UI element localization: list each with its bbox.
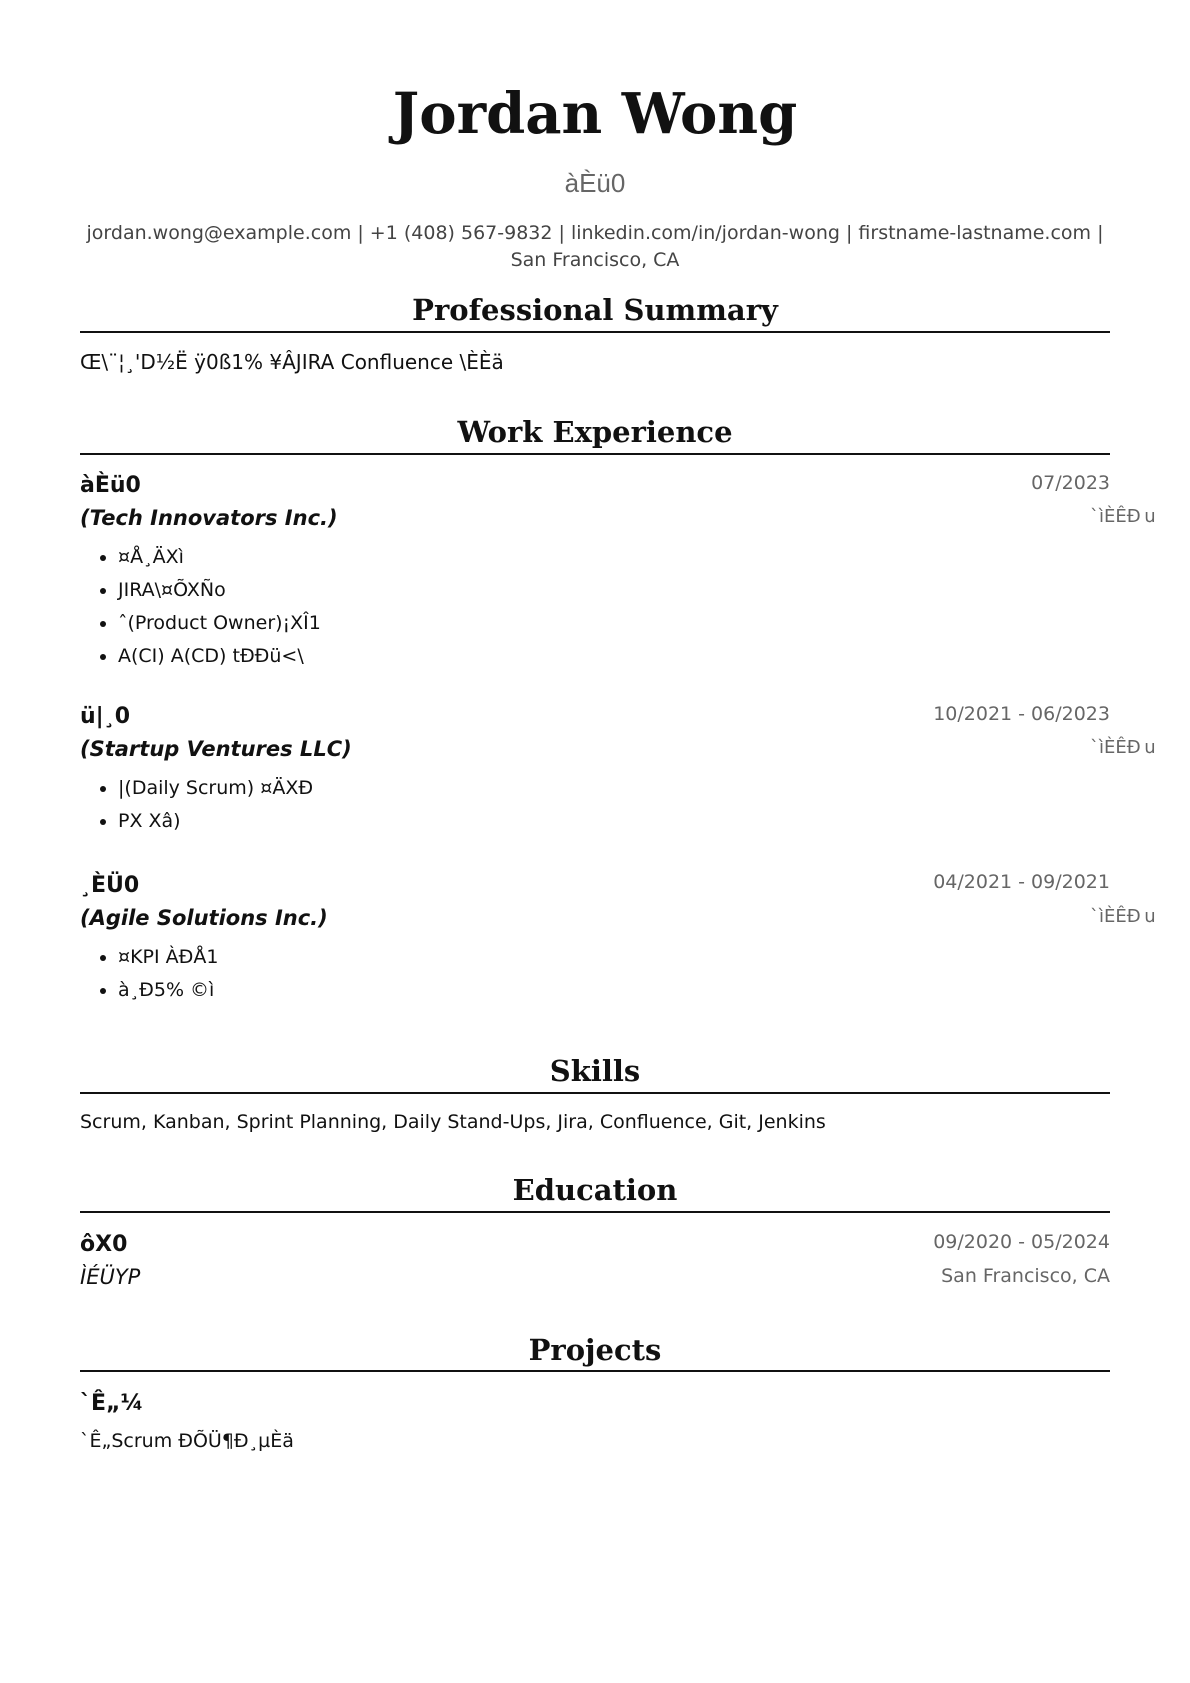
job-title: ü|¸0: [80, 704, 131, 729]
list-item: • JIRA\¤ÕXÑo: [118, 574, 321, 607]
job-bullets: [80, 772, 313, 838]
job-location: `ìÈÊÐ u: [1090, 506, 1156, 527]
project-name: `Ê„¼: [80, 1391, 144, 1416]
education-date: 09/2020 - 05/2024: [933, 1231, 1110, 1253]
job-date: 10/2021 - 06/2023: [933, 703, 1110, 725]
list-item: • A(CI) A(CD) tÐÐü<\: [118, 640, 321, 673]
job-bullets: [80, 941, 218, 1007]
summary-text: Œ\¨¦¸'D½Ë ÿ0ß1% ¥ÂJIRA Confluence \ÈÈä: [80, 350, 504, 374]
education-degree: ÌÉÜYP: [80, 1265, 141, 1289]
section-title-summary: Professional Summary: [412, 293, 778, 327]
section-divider: [80, 1211, 1110, 1213]
list-item: • PX Xâ): [118, 805, 313, 838]
job-company: (Startup Ventures LLC): [80, 737, 352, 761]
section-divider: [80, 331, 1110, 333]
section-divider: [80, 453, 1110, 455]
list-item: • à¸Ð5% ©ì: [118, 974, 218, 1007]
job-location: `ìÈÊÐ u: [1090, 906, 1156, 927]
project-description: `Ê„Scrum ÐÕÜ¶Ð¸µÈä: [80, 1430, 294, 1452]
job-date: 04/2021 - 09/2021: [933, 871, 1110, 893]
job-date: 07/2023: [1031, 472, 1110, 494]
section-title-skills: Skills: [549, 1054, 641, 1088]
candidate-name: Jordan Wong: [392, 81, 798, 147]
job-location: `ìÈÊÐ u: [1090, 737, 1156, 758]
education-location: San Francisco, CA: [941, 1265, 1110, 1287]
section-divider: [80, 1370, 1110, 1372]
list-item: • ¤Å¸ÄXì: [118, 541, 321, 574]
section-title-education: Education: [512, 1173, 678, 1207]
job-bullets: [80, 541, 321, 673]
job-title: àÈü0: [80, 473, 141, 498]
job-company: (Agile Solutions Inc.): [80, 906, 328, 930]
section-divider: [80, 1092, 1110, 1094]
contact-line: jordan.wong@example.com | +1 (408) 567-9832 | linkedin.com/in/jordan-wong | firstname-lastname.com | San Francisco, CA: [86, 222, 1104, 271]
job-title: ¸ÈÜ0: [80, 873, 140, 898]
skills-text: Scrum, Kanban, Sprint Planning, Daily Stand-Ups, Jira, Confluence, Git, Jenkins: [80, 1111, 826, 1133]
list-item: • ˆ(Product Owner)¡XÎ1: [118, 607, 321, 640]
list-item: • |(Daily Scrum) ¤ÄXÐ: [118, 772, 313, 805]
section-title-experience: Work Experience: [457, 415, 733, 449]
section-title-projects: Projects: [528, 1333, 662, 1367]
list-item: • ¤KPI ÀÐÅ1: [118, 941, 218, 974]
job-company: (Tech Innovators Inc.): [80, 506, 338, 530]
candidate-subtitle: àÈü0: [564, 168, 626, 198]
education-school: ôX0: [80, 1232, 128, 1257]
